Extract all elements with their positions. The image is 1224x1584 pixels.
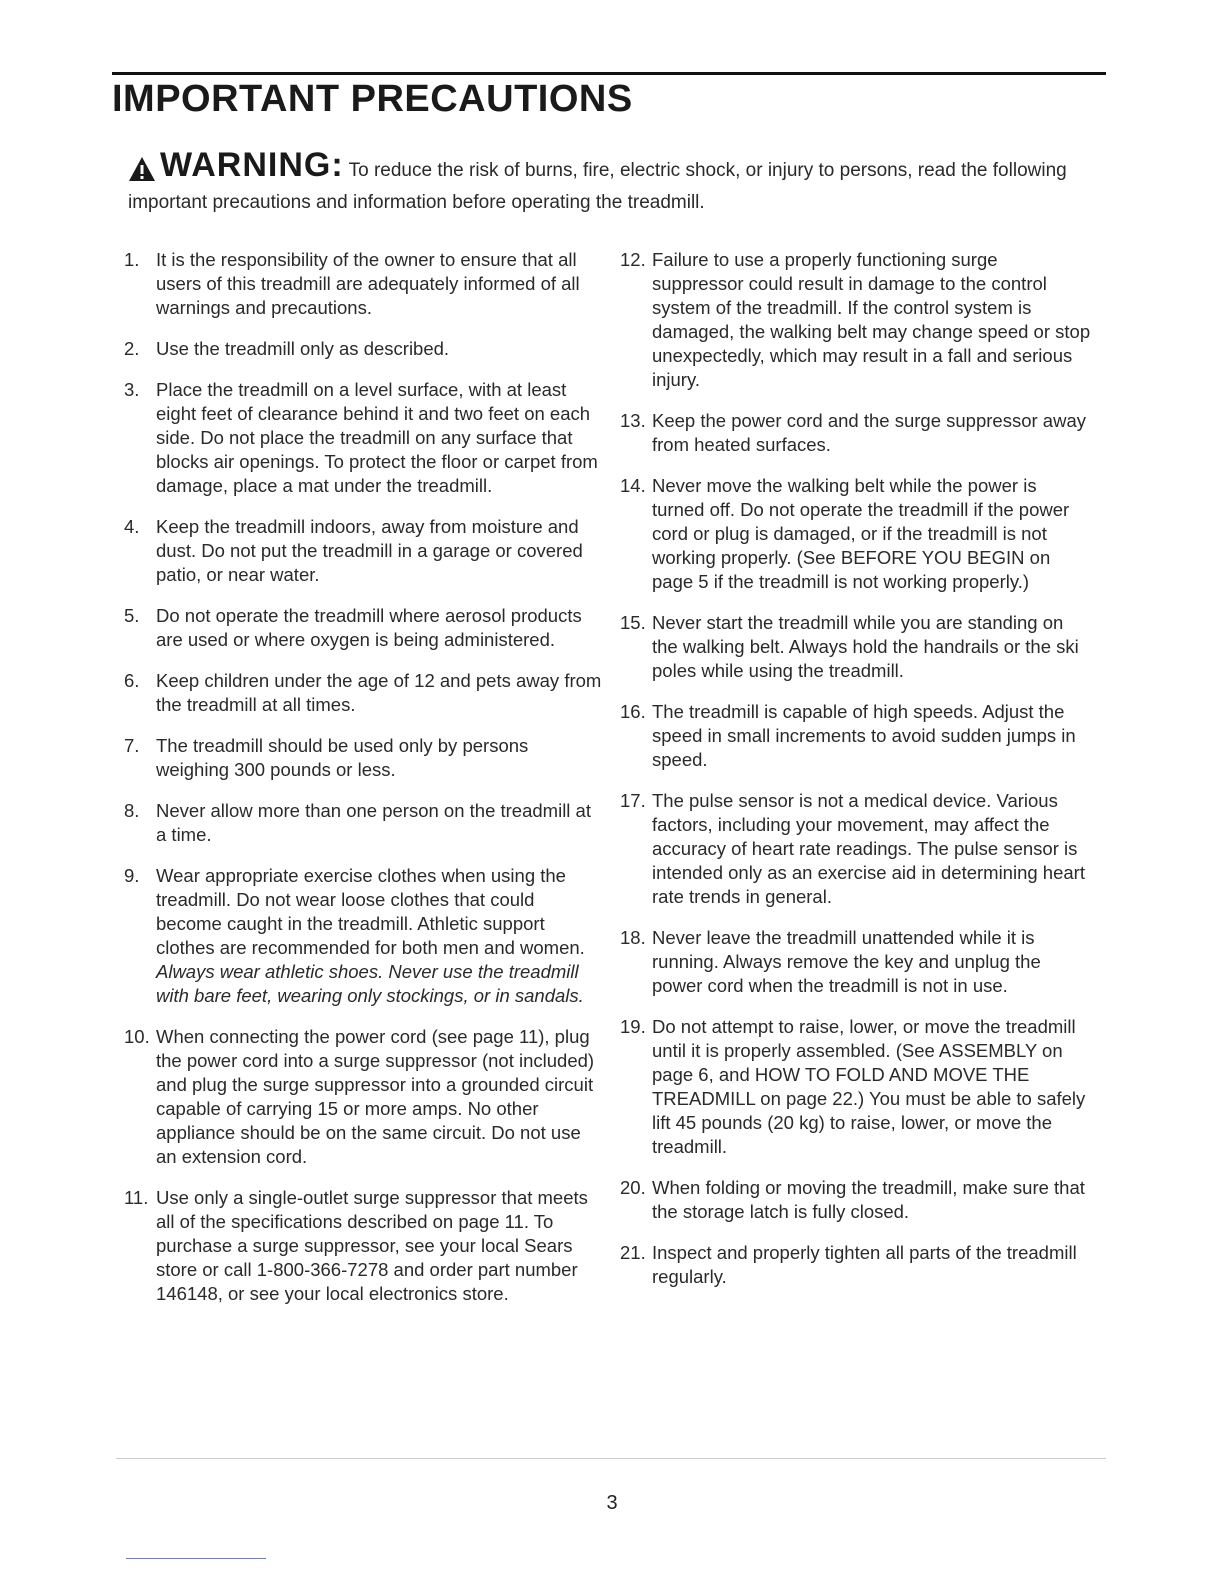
precaution-item: 9. Wear appropriate exercise clothes when using the treadmill. Do not wear loose clothes that could become caught in the treadmill. Athletic support clothes are recommended for both men and women. Always wear athletic shoes. Never use the treadmill with bare feet, wearing only stockings, or in sandals. bbox=[124, 865, 585, 1006]
precaution-item: 12. Failure to use a properly functioning surge suppressor could result in damage to the control system of the treadmill. If the control system is damaged, the walking belt may change speed or stop unexpectedly, which may result in a fall and serious injury. bbox=[620, 249, 1091, 390]
precaution-item: 15. Never start the treadmill while you are standing on the walking belt. Always hold the handrails or the ski poles while using the treadmill. bbox=[620, 612, 1079, 681]
precaution-emphasis: Always wear athletic shoes. Never use the treadmill with bare feet, wearing only stockings, or in sandals. bbox=[156, 961, 584, 1006]
precaution-item: 8. Never allow more than one person on the treadmill at a time. bbox=[124, 800, 591, 845]
precaution-item: 18. Never leave the treadmill unattended while it is running. Always remove the key and unplug the power cord when the treadmill is not in use. bbox=[620, 927, 1041, 996]
page-title: IMPORTANT PRECAUTIONS bbox=[112, 78, 633, 120]
precautions-left-column bbox=[124, 248, 602, 1323]
precaution-item: 17. The pulse sensor is not a medical device. Various factors, including your movement, may affect the accuracy of heart rate readings. The pulse sensor is intended only as an exercise aid in determining heart rate trends in general. bbox=[620, 790, 1085, 907]
bottom-line bbox=[126, 1558, 266, 1559]
precaution-item: 1. It is the responsibility of the owner to ensure that all users of this treadmill are adequately informed of all warnings and precautions. bbox=[124, 249, 580, 318]
precaution-item: 10. When connecting the power cord (see page 11), plug the power cord into a surge suppressor (not included) and plug the surge suppressor into a grounded circuit capable of carrying 15 or more amps. No other appliance should be on the same circuit. Do not use an extension cord. bbox=[124, 1026, 595, 1167]
warning-block bbox=[128, 146, 1088, 216]
footer-rule bbox=[116, 1458, 1106, 1459]
precaution-item: 6. Keep children under the age of 12 and pets away from the treadmill at all times. bbox=[124, 670, 602, 715]
precaution-item: 21. Inspect and properly tighten all parts of the treadmill regularly. bbox=[620, 1242, 1077, 1287]
precaution-item: 20. When folding or moving the treadmill, make sure that the storage latch is fully closed. bbox=[620, 1177, 1085, 1222]
warning-triangle-icon bbox=[128, 156, 156, 190]
precaution-item: 2. Use the treadmill only as described. bbox=[124, 338, 450, 359]
warning-text: To reduce the risk of burns, fire, electric shock, or injury to persons, read the following important precautions and information before operating the treadmill. bbox=[128, 160, 1067, 213]
warning-label: WARNING: bbox=[160, 146, 344, 184]
precaution-item: 7. The treadmill should be used only by persons weighing 300 pounds or less. bbox=[124, 735, 529, 780]
precaution-item: 5. Do not operate the treadmill where aerosol products are used or where oxygen is being administered. bbox=[124, 605, 582, 650]
page-number: 3 bbox=[606, 1492, 618, 1514]
header-rule bbox=[112, 72, 1106, 75]
precaution-item: 14. Never move the walking belt while the power is turned off. Do not operate the treadmill if the power cord or plug is damaged, or if the treadmill is not working properly. (See BEFORE YOU BEGIN on page 5 if the treadmill is not working properly.) bbox=[620, 475, 1070, 592]
precaution-item: 4. Keep the treadmill indoors, away from moisture and dust. Do not put the treadmill in a garage or covered patio, or near water. bbox=[124, 516, 583, 585]
precaution-item: 11. Use only a single-outlet surge suppressor that meets all of the specifications described on page 11. To purchase a surge suppressor, see your local Sears store or call 1-800-366-7278 and order part number 146148, or see your local electronics store. bbox=[124, 1187, 588, 1304]
precaution-item: 13. Keep the power cord and the surge suppressor away from heated surfaces. bbox=[620, 410, 1086, 455]
precaution-item: 16. The treadmill is capable of high speeds. Adjust the speed in small increments to avoid sudden jumps in speed. bbox=[620, 701, 1076, 770]
precaution-item: 3. Place the treadmill on a level surface, with at least eight feet of clearance behind it and two feet on each side. Do not place the treadmill on any surface that blocks air openings. To protect the floor or carpet from damage, place a mat under the treadmill. bbox=[124, 379, 598, 496]
precaution-item: 19. Do not attempt to raise, lower, or move the treadmill until it is properly assembled. (See ASSEMBLY on page 6, and HOW TO FOLD AND MOVE THE TREADMILL on page 22.) You must be able to safely lift 45 pounds (20 kg) to raise, lower, or move the treadmill. bbox=[620, 1016, 1086, 1157]
precautions-right-column bbox=[620, 248, 1094, 1306]
precautions-columns bbox=[124, 248, 1094, 1458]
